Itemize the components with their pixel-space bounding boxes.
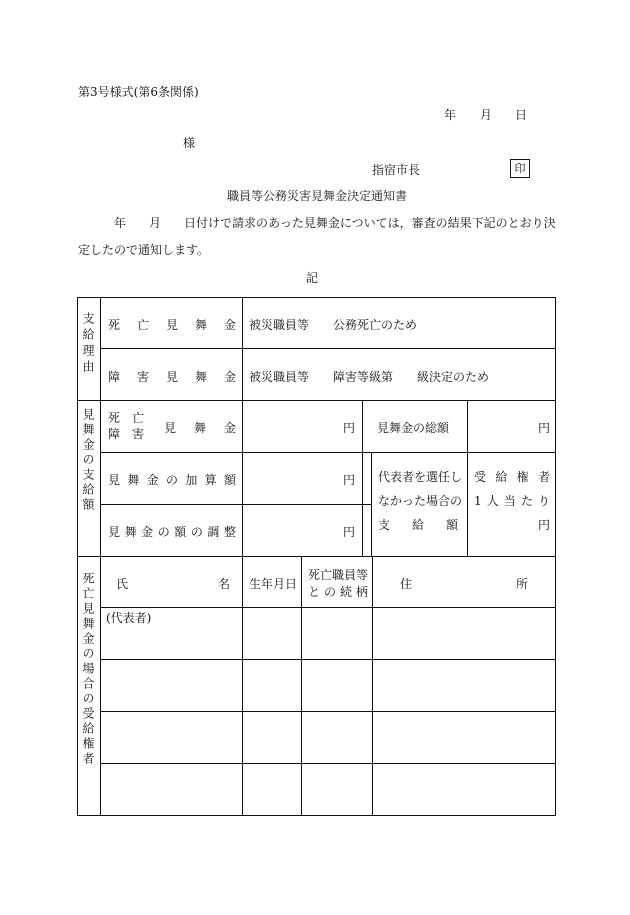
injury-mimai-label: 障 害 見 舞 金	[108, 370, 236, 384]
no-representative-label: 代表者を選任し なかった場合の 支 給 額	[378, 470, 463, 532]
document-title: 職員等公務災害見舞金決定通知書	[227, 189, 408, 203]
yen-unit: 円	[343, 473, 356, 487]
date-day-label: 日	[515, 108, 528, 122]
yen-unit: 円	[537, 518, 550, 532]
col-relation-header: 死亡職員等 と の 続 柄	[308, 568, 369, 599]
yen-unit: 円	[343, 421, 356, 435]
death-reason-text: 被災職員等 公務死亡のため	[249, 318, 418, 332]
body-year-label: 年	[114, 216, 127, 230]
col-birthdate-header: 生年月日	[249, 577, 298, 591]
yen-unit: 円	[538, 421, 551, 435]
addition-amount-label: 見 舞 金 の 加 算 額	[108, 473, 236, 487]
total-amount-label: 見舞金の総額	[377, 421, 450, 435]
col-name-header: 氏 名	[116, 577, 230, 591]
ki-label: 記	[306, 271, 319, 285]
date-month-label: 月	[480, 108, 493, 122]
seal-mark: 印	[510, 159, 530, 178]
body-text-line2: 定したので通知します。	[78, 243, 210, 257]
amount-header: 見舞金の支給額	[81, 408, 95, 513]
date-year-label: 年	[444, 108, 457, 122]
col-address-header: 住 所	[400, 577, 528, 591]
death-mimai-label: 死 亡 見 舞 金	[108, 318, 236, 332]
issuer-name: 指宿市長	[372, 163, 421, 177]
body-month-label: 月	[149, 216, 162, 230]
body-text-line1: 日付けで請求のあった見舞金については，審査の結果下記のとおり決	[184, 216, 556, 230]
per-person-label: 受 給 権 者 1 人 当 た り 円	[474, 465, 550, 537]
mimai-kin-label: 見 舞 金	[164, 421, 236, 435]
adjustment-amount-label: 見 舞 金 の 額 の 調 整	[108, 525, 236, 539]
death-injury-stack: 死 亡 障 害	[108, 411, 144, 441]
representative-label: (代表者)	[106, 611, 152, 625]
recipients-header: 死亡見舞金の場合の受給権者	[81, 572, 95, 767]
yen-unit: 円	[343, 525, 356, 539]
addressee-suffix: 様	[183, 136, 196, 150]
injury-reason-text: 被災職員等 障害等級第 級決定のため	[249, 370, 490, 384]
form-number: 第3号様式(第6条関係)	[78, 85, 199, 99]
reason-header: 支給理由	[81, 312, 95, 376]
